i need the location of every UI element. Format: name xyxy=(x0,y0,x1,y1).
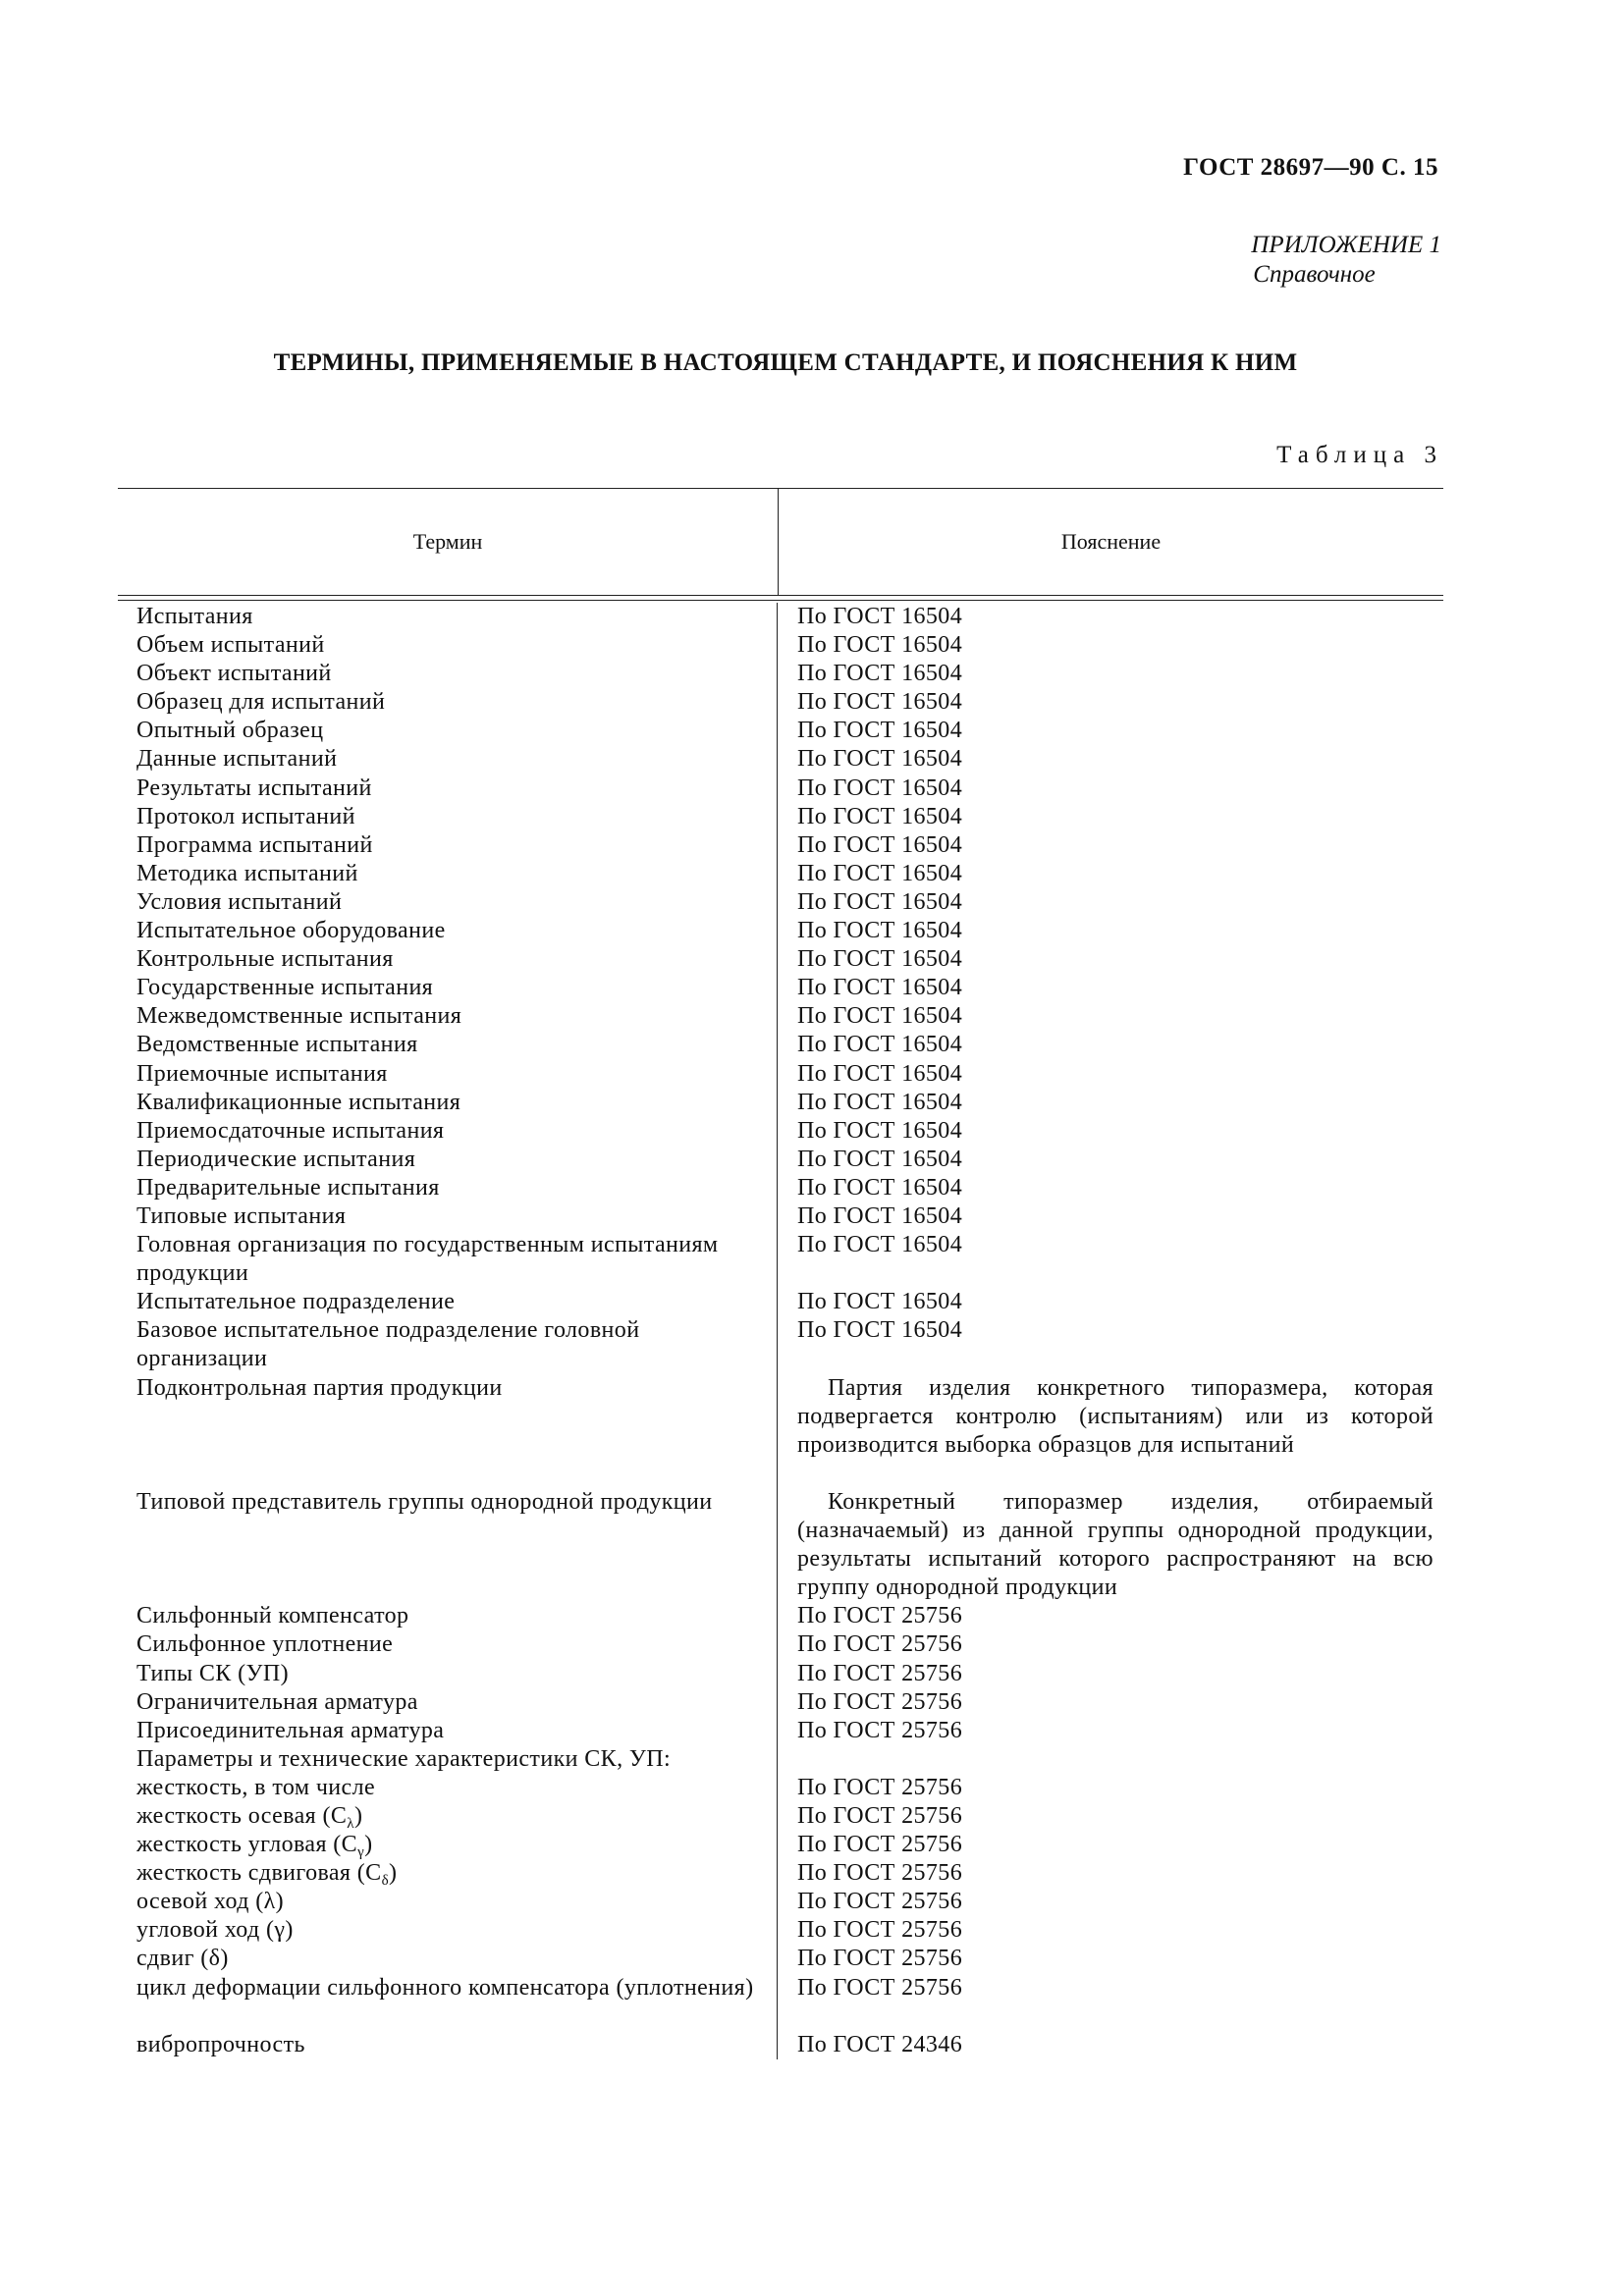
table-explanation-cell: По ГОСТ 16504 xyxy=(797,1003,963,1030)
table-explanation-cell: По ГОСТ 16504 xyxy=(797,1117,963,1144)
term-text: Квалификационные испытания xyxy=(136,1089,461,1115)
term-text: жесткость сдвиговая (C xyxy=(136,1860,382,1887)
table-explanation-cell: По ГОСТ 16504 xyxy=(797,774,963,801)
term-text: Программа испытаний xyxy=(136,831,373,858)
term-text: жесткость, в том числе xyxy=(136,1774,376,1800)
term-text: сдвиг (δ) xyxy=(136,1946,229,1972)
table-term-cell xyxy=(136,1802,777,1831)
table-explanation-cell: По ГОСТ 24346 xyxy=(797,2031,963,2057)
table-explanation-cell: Партия изделия конкретного типоразмера, которая подвергается контролю (испытаниям) или из которой производится выборка образцов для испытаний xyxy=(797,1374,1434,1458)
appendix-label: ПРИЛОЖЕНИЕ 1 xyxy=(1251,232,1441,258)
table-explanation-cell: По ГОСТ 16504 xyxy=(797,661,963,687)
term-text: Протокол испытаний xyxy=(136,803,355,829)
table-explanation-cell: По ГОСТ 16504 xyxy=(797,1146,963,1172)
term-text: жесткость осевая (C xyxy=(136,1802,348,1829)
term-text: Данные испытаний xyxy=(136,746,338,773)
table-term-cell xyxy=(136,1288,777,1316)
term-text: осевой ход (λ) xyxy=(136,1889,285,1915)
term-text: Межведомственные испытания xyxy=(136,1003,462,1030)
term-text: Подконтрольная партия продукции xyxy=(136,1374,503,1401)
table-explanation-cell: По ГОСТ 16504 xyxy=(797,803,963,829)
term-subscript: δ xyxy=(381,1873,390,1890)
table-term-cell xyxy=(136,1374,777,1488)
term-text: Типовой представитель группы однородной продукции xyxy=(136,1488,713,1515)
term-text: угловой ход (γ) xyxy=(136,1917,294,1944)
table-explanation-cell: По ГОСТ 16504 xyxy=(797,888,963,915)
table-term-cell xyxy=(136,1974,777,2031)
table-term-cell xyxy=(136,774,777,803)
term-text: Параметры и технические характеристики СК, УП: xyxy=(136,1745,672,1772)
term-tail: ) xyxy=(353,1802,363,1829)
table-term-cell xyxy=(136,917,777,945)
term-text: Ограничительная арматура xyxy=(136,1688,418,1715)
term-tail: ) xyxy=(364,1832,373,1858)
appendix-kind: Справочное xyxy=(1253,261,1376,288)
table-explanation-cell: По ГОСТ 25756 xyxy=(797,1832,963,1858)
table-explanation-cell: По ГОСТ 25756 xyxy=(797,1802,963,1829)
term-text: Головная организация по государственным испытаниям продукции xyxy=(136,1232,719,1287)
term-text: Объем испытаний xyxy=(136,632,325,659)
term-text: Сильфонный компенсатор xyxy=(136,1603,409,1629)
term-text: Периодические испытания xyxy=(136,1146,416,1172)
table-term-cell xyxy=(136,745,777,774)
table-explanation-cell: По ГОСТ 16504 xyxy=(797,604,963,629)
table-caption: Таблица 3 xyxy=(1276,442,1443,468)
table-explanation-cell: По ГОСТ 25756 xyxy=(797,1946,963,1972)
table-term-cell xyxy=(136,1231,777,1288)
table-explanation-cell: По ГОСТ 16504 xyxy=(797,1317,963,1344)
table-term-cell xyxy=(136,1774,777,1802)
term-text: Присоединительная арматура xyxy=(136,1717,445,1743)
table-explanation-cell: По ГОСТ 25756 xyxy=(797,1660,963,1686)
table-explanation-cell: По ГОСТ 16504 xyxy=(797,632,963,659)
table-explanation-cell: По ГОСТ 16504 xyxy=(797,689,963,716)
table-explanation-cell: По ГОСТ 16504 xyxy=(797,860,963,886)
table-term-cell xyxy=(136,945,777,974)
appendix-block xyxy=(1251,231,1441,290)
table-term-cell xyxy=(136,1002,777,1031)
table-explanation-cell: По ГОСТ 16504 xyxy=(797,1089,963,1115)
table-explanation-cell: По ГОСТ 16504 xyxy=(797,1202,963,1229)
table-term-cell xyxy=(136,660,777,688)
table-explanation-cell: По ГОСТ 25756 xyxy=(797,1774,963,1800)
table-term-cell xyxy=(136,1688,777,1717)
table-term-cell xyxy=(136,1859,777,1888)
table-explanation-cell: По ГОСТ 16504 xyxy=(797,918,963,944)
term-column xyxy=(118,603,778,2059)
table-explanation-cell: По ГОСТ 25756 xyxy=(797,1603,963,1629)
table-explanation-cell: По ГОСТ 16504 xyxy=(797,1289,963,1315)
term-text: Опытный образец xyxy=(136,718,324,744)
table-explanation-cell: По ГОСТ 16504 xyxy=(797,831,963,858)
header-term: Термин xyxy=(118,489,779,595)
term-text: жесткость угловая (C xyxy=(136,1832,358,1858)
table-term-cell xyxy=(136,1717,777,1745)
term-text: Государственные испытания xyxy=(136,975,434,1001)
term-text: Предварительные испытания xyxy=(136,1174,440,1201)
term-text: цикл деформации сильфонного компенсатора (уплотнения) xyxy=(136,1974,754,2001)
table-explanation-cell: По ГОСТ 25756 xyxy=(797,1974,963,2001)
table-explanation-cell xyxy=(797,1745,1434,1774)
terms-table xyxy=(118,488,1443,2059)
term-text: Сильфонное уплотнение xyxy=(136,1631,394,1658)
term-text: Образец для испытаний xyxy=(136,689,386,716)
table-term-cell xyxy=(136,631,777,660)
table-explanation-cell: По ГОСТ 16504 xyxy=(797,1060,963,1087)
table-term-cell xyxy=(136,888,777,917)
term-text: Испытания xyxy=(136,604,253,629)
term-text: Объект испытаний xyxy=(136,661,332,687)
term-text: Базовое испытательное подразделение головной организации xyxy=(136,1317,640,1372)
table-term-cell xyxy=(136,1745,777,1774)
table-term-cell xyxy=(136,1488,777,1602)
term-text: Испытательное подразделение xyxy=(136,1289,456,1315)
page-header: ГОСТ 28697—90 С. 15 xyxy=(1183,154,1438,181)
table-term-cell xyxy=(136,860,777,888)
table-explanation-cell: По ГОСТ 16504 xyxy=(797,1232,963,1258)
table-term-cell xyxy=(136,974,777,1002)
document-title: ТЕРМИНЫ, ПРИМЕНЯЕМЫЕ В НАСТОЯЩЕМ СТАНДАРТЕ, И ПОЯСНЕНИЯ К НИМ xyxy=(273,349,1298,376)
header-explanation: Пояснение xyxy=(1060,529,1162,554)
table-explanation-cell: По ГОСТ 25756 xyxy=(797,1860,963,1887)
table-term-cell xyxy=(136,1117,777,1146)
table-explanation-cell: По ГОСТ 16504 xyxy=(797,1032,963,1058)
term-tail: ) xyxy=(389,1860,398,1887)
term-text: вибропрочность xyxy=(136,2031,305,2057)
term-text: Типы СК (УП) xyxy=(136,1660,289,1686)
term-text: Контрольные испытания xyxy=(136,946,394,973)
table-explanation-cell: По ГОСТ 16504 xyxy=(797,746,963,773)
term-text: Результаты испытаний xyxy=(136,774,372,801)
table-term-cell xyxy=(136,831,777,860)
table-explanation-cell: По ГОСТ 25756 xyxy=(797,1688,963,1715)
table-term-cell xyxy=(136,1831,777,1859)
table-term-cell xyxy=(136,1031,777,1059)
table-explanation-cell: По ГОСТ 25756 xyxy=(797,1917,963,1944)
term-text: Условия испытаний xyxy=(136,888,343,915)
table-term-cell xyxy=(136,1630,777,1659)
table-explanation-cell: По ГОСТ 16504 xyxy=(797,718,963,744)
table-explanation-cell: По ГОСТ 25756 xyxy=(797,1889,963,1915)
table-term-cell xyxy=(136,2031,777,2059)
term-subscript: λ xyxy=(347,1815,354,1832)
table-explanation-cell: По ГОСТ 25756 xyxy=(797,1631,963,1658)
table-term-cell xyxy=(136,1060,777,1089)
term-text: Методика испытаний xyxy=(136,860,358,886)
table-term-cell xyxy=(136,1602,777,1630)
term-text: Типовые испытания xyxy=(136,1202,347,1229)
table-header-row xyxy=(118,489,1443,595)
table-term-cell xyxy=(136,1089,777,1117)
table-explanation-cell: Конкретный типоразмер изделия, отбираемый (назначаемый) из данной группы однородной продукции, результаты испытаний которого распространяют на всю группу однородной продукции xyxy=(797,1488,1434,1601)
term-text: Испытательное оборудование xyxy=(136,918,446,944)
table-body xyxy=(118,601,1443,2059)
table-explanation-cell: По ГОСТ 16504 xyxy=(797,946,963,973)
table-explanation-cell: По ГОСТ 25756 xyxy=(797,1717,963,1743)
explanation-column xyxy=(778,603,1443,2059)
term-text: Приемочные испытания xyxy=(136,1060,388,1087)
term-text: Ведомственные испытания xyxy=(136,1032,418,1058)
table-term-cell xyxy=(136,1660,777,1688)
table-term-cell xyxy=(136,717,777,745)
term-subscript: γ xyxy=(357,1844,365,1861)
table-explanation-cell: По ГОСТ 16504 xyxy=(797,1174,963,1201)
table-explanation-cell: По ГОСТ 16504 xyxy=(797,975,963,1001)
table-term-cell xyxy=(136,688,777,717)
table-term-cell xyxy=(136,1174,777,1202)
table-term-cell xyxy=(136,1146,777,1174)
table-term-cell xyxy=(136,1945,777,1973)
table-term-cell xyxy=(136,803,777,831)
table-term-cell xyxy=(136,603,777,631)
table-term-cell xyxy=(136,1316,777,1373)
table-term-cell xyxy=(136,1916,777,1945)
table-term-cell xyxy=(136,1202,777,1231)
table-term-cell xyxy=(136,1888,777,1916)
term-text: Приемосдаточные испытания xyxy=(136,1117,445,1144)
